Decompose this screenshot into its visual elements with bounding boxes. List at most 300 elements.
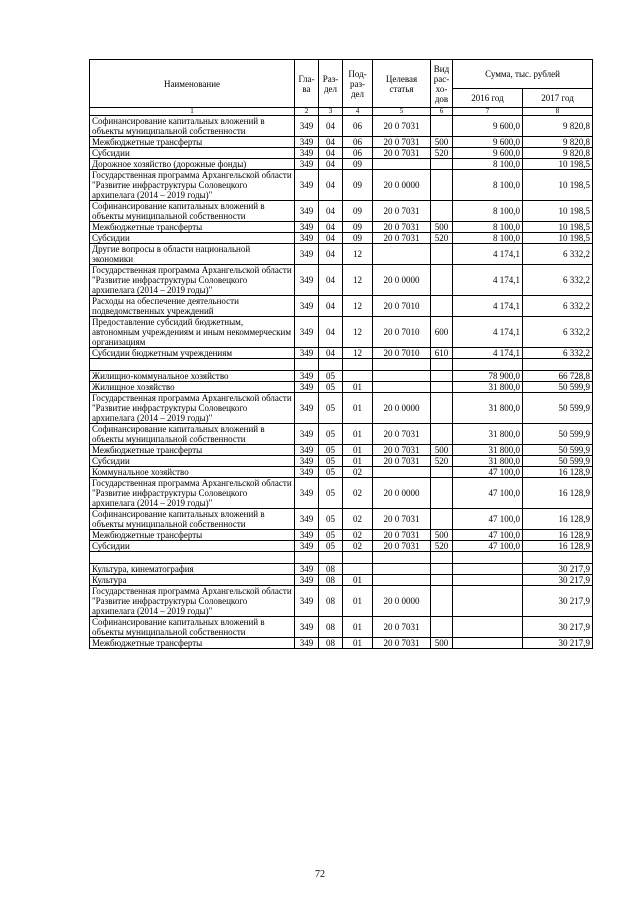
row-razdel: 05 [319, 424, 343, 445]
page-number: 72 [315, 869, 325, 880]
column-number: 5 [373, 108, 431, 116]
row-sum-2016: 8 100,0 [453, 159, 523, 170]
row-podrazdel: 02 [343, 509, 373, 530]
table-row [90, 116, 593, 137]
spacer-cell [453, 552, 523, 564]
row-podrazdel: 02 [343, 478, 373, 509]
spacer-row [90, 359, 593, 371]
row-vid: 520 [431, 148, 453, 159]
row-sum-2017: 16 128,9 [523, 541, 593, 552]
row-name: Межбюджетные трансферты [90, 222, 295, 233]
row-sum-2016: 8 100,0 [453, 170, 523, 201]
row-podrazdel: 06 [343, 148, 373, 159]
row-statya: 20 0 7031 [373, 456, 431, 467]
row-podrazdel: 02 [343, 467, 373, 478]
row-razdel: 04 [319, 348, 343, 359]
column-number: 6 [431, 108, 453, 116]
row-name: Жилищное хозяйство [90, 382, 295, 393]
row-podrazdel: 09 [343, 201, 373, 222]
row-sum-2017: 30 217,9 [523, 564, 593, 575]
row-sum-2017: 6 332,2 [523, 348, 593, 359]
row-glava: 349 [295, 317, 319, 348]
spacer-cell [90, 359, 295, 371]
row-glava: 349 [295, 159, 319, 170]
row-name: Дорожное хозяйство (дорожные фонды) [90, 159, 295, 170]
row-sum-2016: 9 600,0 [453, 148, 523, 159]
row-sum-2016: 4 174,1 [453, 244, 523, 265]
row-sum-2017: 30 217,9 [523, 617, 593, 638]
row-vid [431, 371, 453, 382]
row-sum-2017: 9 820,8 [523, 116, 593, 137]
row-statya [373, 467, 431, 478]
row-vid [431, 170, 453, 201]
row-sum-2016: 47 100,0 [453, 478, 523, 509]
row-podrazdel: 09 [343, 233, 373, 244]
row-razdel: 04 [319, 159, 343, 170]
row-podrazdel: 01 [343, 456, 373, 467]
table-row [90, 317, 593, 348]
row-sum-2017: 10 198,5 [523, 159, 593, 170]
table-row [90, 244, 593, 265]
row-razdel: 05 [319, 478, 343, 509]
row-sum-2016: 8 100,0 [453, 201, 523, 222]
row-vid: 500 [431, 530, 453, 541]
row-sum-2017: 10 198,5 [523, 170, 593, 201]
column-number: 4 [343, 108, 373, 116]
table-row [90, 564, 593, 575]
row-statya: 20 0 7031 [373, 222, 431, 233]
row-vid: 520 [431, 456, 453, 467]
row-podrazdel: 02 [343, 530, 373, 541]
row-glava: 349 [295, 348, 319, 359]
row-sum-2016: 47 100,0 [453, 541, 523, 552]
row-name: Субсидии [90, 541, 295, 552]
row-sum-2017: 50 599,9 [523, 456, 593, 467]
header-name: Наименование [90, 60, 295, 108]
table-row [90, 159, 593, 170]
row-glava: 349 [295, 265, 319, 296]
table-row [90, 348, 593, 359]
row-sum-2016: 31 800,0 [453, 456, 523, 467]
row-glava: 349 [295, 541, 319, 552]
row-glava: 349 [295, 244, 319, 265]
header-glava: Гла-ва [295, 60, 319, 108]
row-podrazdel: 06 [343, 137, 373, 148]
row-sum-2017: 9 820,8 [523, 148, 593, 159]
row-statya: 20 0 0000 [373, 393, 431, 424]
row-statya: 20 0 7031 [373, 638, 431, 649]
row-podrazdel: 06 [343, 116, 373, 137]
row-sum-2016 [453, 586, 523, 617]
row-razdel: 05 [319, 467, 343, 478]
row-glava: 349 [295, 456, 319, 467]
spacer-cell [90, 552, 295, 564]
table-row [90, 638, 593, 649]
row-glava: 349 [295, 445, 319, 456]
row-sum-2016: 4 174,1 [453, 317, 523, 348]
row-podrazdel: 09 [343, 170, 373, 201]
row-razdel: 05 [319, 456, 343, 467]
row-vid [431, 116, 453, 137]
table-row [90, 170, 593, 201]
row-glava: 349 [295, 424, 319, 445]
row-vid: 500 [431, 445, 453, 456]
row-sum-2017: 9 820,8 [523, 137, 593, 148]
row-sum-2016 [453, 575, 523, 586]
row-statya: 20 0 7031 [373, 148, 431, 159]
spacer-cell [431, 359, 453, 371]
row-name: Культура [90, 575, 295, 586]
row-vid: 520 [431, 233, 453, 244]
row-glava: 349 [295, 467, 319, 478]
row-statya [373, 244, 431, 265]
table-row [90, 445, 593, 456]
row-razdel: 08 [319, 638, 343, 649]
row-sum-2016: 47 100,0 [453, 509, 523, 530]
row-glava: 349 [295, 393, 319, 424]
row-glava: 349 [295, 530, 319, 541]
row-statya: 20 0 7031 [373, 509, 431, 530]
row-razdel: 04 [319, 244, 343, 265]
spacer-cell [431, 552, 453, 564]
row-razdel: 05 [319, 541, 343, 552]
row-sum-2017: 50 599,9 [523, 382, 593, 393]
row-statya: 20 0 7031 [373, 541, 431, 552]
row-statya: 20 0 0000 [373, 265, 431, 296]
row-podrazdel: 02 [343, 541, 373, 552]
row-podrazdel: 09 [343, 159, 373, 170]
row-statya [373, 382, 431, 393]
header-podrazdel: Под-раз-дел [343, 60, 373, 108]
row-sum-2017: 50 599,9 [523, 424, 593, 445]
row-sum-2017: 6 332,2 [523, 317, 593, 348]
row-podrazdel: 01 [343, 586, 373, 617]
table-row [90, 424, 593, 445]
row-name: Культура, кинематография [90, 564, 295, 575]
row-name: Межбюджетные трансферты [90, 445, 295, 456]
row-glava: 349 [295, 116, 319, 137]
row-sum-2016 [453, 617, 523, 638]
table-row [90, 393, 593, 424]
row-vid [431, 393, 453, 424]
row-vid: 600 [431, 317, 453, 348]
row-glava: 349 [295, 222, 319, 233]
table-row [90, 296, 593, 317]
row-razdel: 08 [319, 575, 343, 586]
row-sum-2016: 47 100,0 [453, 467, 523, 478]
row-statya: 20 0 7031 [373, 445, 431, 456]
row-statya: 20 0 7031 [373, 233, 431, 244]
row-sum-2017: 30 217,9 [523, 638, 593, 649]
row-name: Межбюджетные трансферты [90, 530, 295, 541]
row-vid [431, 296, 453, 317]
row-name: Софинансирование капитальных вложений в объекты муниципальной собственности [90, 617, 295, 638]
row-vid [431, 265, 453, 296]
row-name: Субсидии бюджетным учреждениям [90, 348, 295, 359]
row-sum-2017: 10 198,5 [523, 233, 593, 244]
table-row [90, 509, 593, 530]
row-razdel: 04 [319, 116, 343, 137]
row-podrazdel: 01 [343, 382, 373, 393]
row-sum-2016: 8 100,0 [453, 233, 523, 244]
row-vid [431, 478, 453, 509]
row-razdel: 04 [319, 201, 343, 222]
spacer-cell [319, 552, 343, 564]
row-name: Субсидии [90, 233, 295, 244]
row-name: Государственная программа Архангельской области "Развитие инфраструктуры Соловецкого архипелага (2014 – 2019 годы)" [90, 265, 295, 296]
row-statya: 20 0 7010 [373, 317, 431, 348]
row-sum-2016: 4 174,1 [453, 296, 523, 317]
row-name: Субсидии [90, 456, 295, 467]
row-statya: 20 0 7010 [373, 296, 431, 317]
row-statya: 20 0 0000 [373, 170, 431, 201]
row-sum-2017: 16 128,9 [523, 509, 593, 530]
row-name: Жилищно-коммунальное хозяйство [90, 371, 295, 382]
row-sum-2017: 30 217,9 [523, 586, 593, 617]
row-podrazdel: 12 [343, 296, 373, 317]
row-glava: 349 [295, 170, 319, 201]
row-sum-2017: 6 332,2 [523, 265, 593, 296]
row-sum-2017: 16 128,9 [523, 467, 593, 478]
row-sum-2016 [453, 564, 523, 575]
row-name: Государственная программа Архангельской области "Развитие инфраструктуры Соловецкого архипелага (2014 – 2019 годы)" [90, 586, 295, 617]
row-vid: 520 [431, 541, 453, 552]
row-glava: 349 [295, 478, 319, 509]
table-header [90, 60, 593, 116]
row-razdel: 04 [319, 137, 343, 148]
row-name: Предоставление субсидий бюджетным, автономным учреждениям и иным некоммерческим организациям [90, 317, 295, 348]
row-name: Коммунальное хозяйство [90, 467, 295, 478]
row-razdel: 04 [319, 233, 343, 244]
row-name: Государственная программа Архангельской области "Развитие инфраструктуры Соловецкого архипелага (2014 – 2019 годы)" [90, 170, 295, 201]
table-row [90, 541, 593, 552]
row-sum-2016: 31 800,0 [453, 424, 523, 445]
header-statya: Целевая статья [373, 60, 431, 108]
header-vid: Вид рас-хо-дов [431, 60, 453, 108]
table-row [90, 530, 593, 541]
row-glava: 349 [295, 233, 319, 244]
row-glava: 349 [295, 638, 319, 649]
row-statya [373, 159, 431, 170]
row-name: Другие вопросы в области национальной экономики [90, 244, 295, 265]
row-statya: 20 0 0000 [373, 478, 431, 509]
row-statya: 20 0 7031 [373, 424, 431, 445]
table-row [90, 371, 593, 382]
row-podrazdel: 01 [343, 393, 373, 424]
row-sum-2017: 50 599,9 [523, 445, 593, 456]
row-vid: 500 [431, 222, 453, 233]
row-vid [431, 564, 453, 575]
row-podrazdel [343, 564, 373, 575]
row-razdel: 04 [319, 222, 343, 233]
row-podrazdel: 12 [343, 265, 373, 296]
row-razdel: 04 [319, 148, 343, 159]
row-name: Межбюджетные трансферты [90, 137, 295, 148]
table-row [90, 201, 593, 222]
table-row [90, 233, 593, 244]
row-glava: 349 [295, 382, 319, 393]
table-row [90, 148, 593, 159]
row-statya: 20 0 7031 [373, 617, 431, 638]
table-body [90, 116, 593, 649]
row-name: Софинансирование капитальных вложений в объекты муниципальной собственности [90, 424, 295, 445]
row-name: Государственная программа Архангельской области "Развитие инфраструктуры Соловецкого архипелага (2014 – 2019 годы)" [90, 478, 295, 509]
table-row [90, 265, 593, 296]
row-podrazdel: 12 [343, 348, 373, 359]
row-razdel: 08 [319, 564, 343, 575]
row-name: Субсидии [90, 148, 295, 159]
row-statya: 20 0 0000 [373, 586, 431, 617]
row-razdel: 05 [319, 393, 343, 424]
table-row [90, 617, 593, 638]
row-sum-2017: 16 128,9 [523, 478, 593, 509]
spacer-cell [373, 552, 431, 564]
row-glava: 349 [295, 148, 319, 159]
row-podrazdel: 01 [343, 638, 373, 649]
spacer-cell [319, 359, 343, 371]
row-podrazdel: 01 [343, 617, 373, 638]
row-vid: 500 [431, 638, 453, 649]
row-razdel: 05 [319, 445, 343, 456]
spacer-cell [295, 359, 319, 371]
row-glava: 349 [295, 617, 319, 638]
row-razdel: 05 [319, 509, 343, 530]
row-razdel: 04 [319, 170, 343, 201]
row-glava: 349 [295, 564, 319, 575]
table-row [90, 382, 593, 393]
row-glava: 349 [295, 586, 319, 617]
spacer-cell [453, 359, 523, 371]
row-vid: 500 [431, 137, 453, 148]
row-statya: 20 0 7031 [373, 530, 431, 541]
spacer-cell [373, 359, 431, 371]
row-glava: 349 [295, 201, 319, 222]
row-name: Софинансирование капитальных вложений в объекты муниципальной собственности [90, 509, 295, 530]
row-vid [431, 509, 453, 530]
table-row [90, 137, 593, 148]
spacer-cell [343, 359, 373, 371]
row-glava: 349 [295, 371, 319, 382]
row-sum-2016: 8 100,0 [453, 222, 523, 233]
row-name: Софинансирование капитальных вложений в объекты муниципальной собственности [90, 201, 295, 222]
header-razdel: Раз-дел [319, 60, 343, 108]
row-vid [431, 575, 453, 586]
row-glava: 349 [295, 296, 319, 317]
row-vid [431, 617, 453, 638]
table-row [90, 586, 593, 617]
row-razdel: 04 [319, 296, 343, 317]
row-glava: 349 [295, 575, 319, 586]
spacer-cell [295, 552, 319, 564]
row-podrazdel: 01 [343, 445, 373, 456]
row-statya: 20 0 7031 [373, 137, 431, 148]
row-glava: 349 [295, 509, 319, 530]
row-vid [431, 586, 453, 617]
row-statya [373, 575, 431, 586]
row-statya [373, 564, 431, 575]
table-row [90, 575, 593, 586]
row-sum-2017: 30 217,9 [523, 575, 593, 586]
row-sum-2016: 9 600,0 [453, 116, 523, 137]
row-vid [431, 201, 453, 222]
row-razdel: 05 [319, 382, 343, 393]
row-glava: 349 [295, 137, 319, 148]
row-sum-2016: 31 800,0 [453, 445, 523, 456]
row-sum-2017: 50 599,9 [523, 393, 593, 424]
column-number: 2 [295, 108, 319, 116]
row-sum-2016: 4 174,1 [453, 265, 523, 296]
row-vid [431, 382, 453, 393]
header-2016: 2016 год [453, 89, 523, 108]
column-number: 1 [90, 108, 295, 116]
row-razdel: 05 [319, 371, 343, 382]
row-razdel: 05 [319, 530, 343, 541]
row-vid: 610 [431, 348, 453, 359]
row-sum-2017: 66 728,8 [523, 371, 593, 382]
row-sum-2016: 31 800,0 [453, 393, 523, 424]
row-sum-2017: 16 128,9 [523, 530, 593, 541]
row-razdel: 08 [319, 617, 343, 638]
row-sum-2016: 4 174,1 [453, 348, 523, 359]
header-sum: Сумма, тыс. рублей [453, 60, 593, 89]
row-razdel: 04 [319, 265, 343, 296]
row-statya: 20 0 7031 [373, 201, 431, 222]
row-vid [431, 244, 453, 265]
row-sum-2016: 47 100,0 [453, 530, 523, 541]
row-sum-2016: 31 800,0 [453, 382, 523, 393]
column-number: 7 [453, 108, 523, 116]
row-statya: 20 0 7010 [373, 348, 431, 359]
row-podrazdel: 12 [343, 244, 373, 265]
row-razdel: 08 [319, 586, 343, 617]
row-podrazdel: 01 [343, 424, 373, 445]
budget-table [89, 59, 593, 649]
row-vid [431, 424, 453, 445]
row-sum-2016: 78 900,0 [453, 371, 523, 382]
row-podrazdel: 09 [343, 222, 373, 233]
column-number: 8 [523, 108, 593, 116]
row-statya: 20 0 7031 [373, 116, 431, 137]
column-number: 3 [319, 108, 343, 116]
row-podrazdel: 01 [343, 575, 373, 586]
row-vid [431, 467, 453, 478]
row-sum-2016: 9 600,0 [453, 137, 523, 148]
row-sum-2017: 6 332,2 [523, 244, 593, 265]
spacer-cell [523, 359, 593, 371]
column-number-row [90, 108, 593, 116]
table-row [90, 456, 593, 467]
row-sum-2017: 6 332,2 [523, 296, 593, 317]
row-statya [373, 371, 431, 382]
row-sum-2017: 10 198,5 [523, 222, 593, 233]
table-row [90, 222, 593, 233]
row-podrazdel: 12 [343, 317, 373, 348]
row-name: Межбюджетные трансферты [90, 638, 295, 649]
row-sum-2017: 10 198,5 [523, 201, 593, 222]
row-razdel: 04 [319, 317, 343, 348]
row-name: Государственная программа Архангельской области "Развитие инфраструктуры Соловецкого архипелага (2014 – 2019 годы)" [90, 393, 295, 424]
table-row [90, 478, 593, 509]
row-podrazdel [343, 371, 373, 382]
row-vid [431, 159, 453, 170]
spacer-cell [343, 552, 373, 564]
spacer-cell [523, 552, 593, 564]
row-name: Софинансирование капитальных вложений в объекты муниципальной собственности [90, 116, 295, 137]
header-2017: 2017 год [523, 89, 593, 108]
row-name: Расходы на обеспечение деятельности подведомственных учреждений [90, 296, 295, 317]
row-sum-2016 [453, 638, 523, 649]
table-row [90, 467, 593, 478]
